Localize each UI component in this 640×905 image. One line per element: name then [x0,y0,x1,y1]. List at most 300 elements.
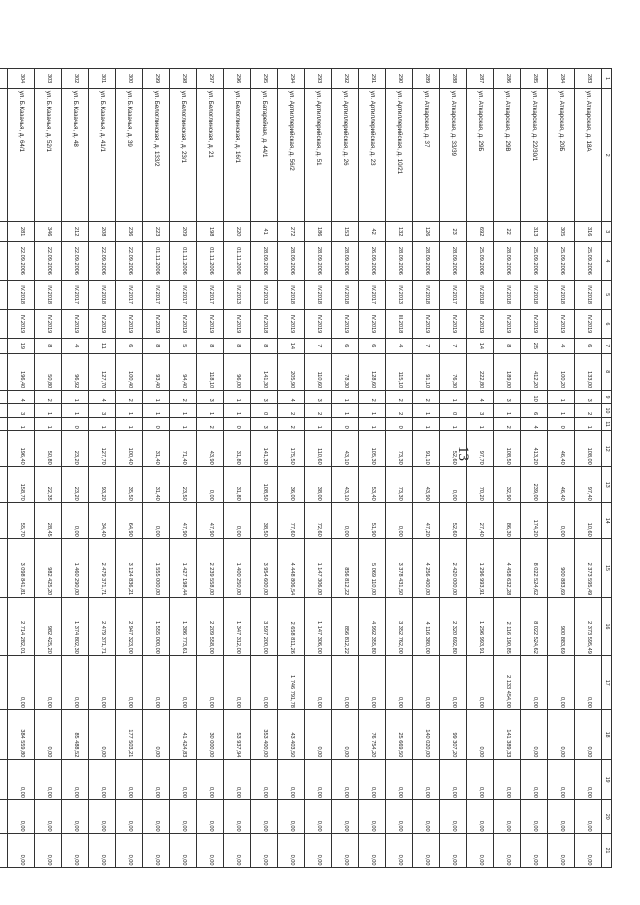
table-cell: 0,00 [251,656,278,710]
table-cell: IV.2019 [305,309,332,338]
table-cell: 70,20 [467,467,494,503]
table-cell: 0,00 [575,834,602,868]
table-cell: 294 [278,69,305,89]
column-number: 6 [602,309,612,338]
table-cell: IV.2018 [548,280,575,309]
table-cell: IV.2017 [116,280,143,309]
table-cell: 0,00 [467,834,494,868]
table-cell: 346 [35,222,62,242]
table-cell: 1 [413,404,440,418]
table-cell: 64,90 [116,503,143,539]
table-cell: 0,00 [170,759,197,800]
table-cell: 0,00 [386,656,413,710]
table-cell: 43 403,50 [278,710,305,760]
table-cell: 30 000,00 [197,710,224,760]
table-cell: 0,00 [251,834,278,868]
table-cell: 239,00 [521,467,548,503]
table-cell: 1 [224,390,251,404]
table-cell: 1 [143,390,170,404]
table-cell: 1 [116,417,143,431]
table-row [278,69,305,868]
table-cell: 8 [224,339,251,354]
table-cell: 50,80 [35,353,62,390]
table-row [89,69,116,868]
table-cell: 96,92 [62,353,89,390]
table-cell: 0,00 [251,800,278,834]
table-cell: 0,00 [440,834,467,868]
table-cell: 1 400 250,00 [224,539,251,598]
table-cell: 236 [116,222,143,242]
table-cell: 299 [143,69,170,89]
column-number: 2 [602,89,612,222]
address-cell: ул. Белоглинская, д. 133/2 [143,89,170,222]
table-cell: 223 [143,222,170,242]
address-cell: ул. Артиллерийская, д. 10/21 [386,89,413,222]
table-cell: 0,00 [332,759,359,800]
table-cell: 141,30 [251,353,278,390]
table-cell: 8 [251,339,278,354]
table-row [143,69,170,868]
table-cell: 97,40 [575,467,602,503]
table-cell: 0,00 [143,656,170,710]
column-number: 4 [602,242,612,280]
table-cell: 28.09.2006 [278,242,305,280]
table-container [18,68,612,868]
table-cell: 0,00 [359,656,386,710]
table-cell: 76 754,20 [359,710,386,760]
table-row [197,69,224,868]
column-number: 21 [602,834,612,868]
table-cell [0,597,8,656]
table-cell: 100,40 [116,353,143,390]
table-cell: 47,20 [413,503,440,539]
table-cell: 8 [494,339,521,354]
address-cell: ул. Аткарская, д. 33/39 [440,89,467,222]
table-cell: 3 098 841,81 [8,539,35,598]
table-cell: 2 714 282,01 [8,597,35,656]
table-cell: 0,00 [413,834,440,868]
table-cell: 0,00 [224,759,251,800]
address-cell: ул. Артиллерийская, д. 51 [305,89,332,222]
table-cell: 141,30 [251,431,278,467]
table-row [359,69,386,868]
table-cell: 2 479 371,71 [89,597,116,656]
table-cell: 0,00 [575,710,602,760]
table-cell: IV.2018 [251,309,278,338]
table-cell: 72,60 [305,503,332,539]
table-cell: 4 256 400,00 [413,539,440,598]
table-cell: IV.2018 [278,280,305,309]
table-cell: 2 [170,390,197,404]
table-cell: IV.2019 [467,309,494,338]
table-cell: 0,00 [224,834,251,868]
table-cell: 0,00 [143,503,170,539]
table-cell: 43,90 [197,431,224,467]
table-cell: 1 [548,390,575,404]
table-cell: 118,10 [197,353,224,390]
table-cell: 6 [359,339,386,354]
table-cell: 0,00 [440,467,467,503]
table-cell: 0,00 [170,656,197,710]
table-cell: 0,00 [224,656,251,710]
table-cell [0,339,8,354]
table-cell: 108,50 [251,467,278,503]
table-cell: 0,00 [359,800,386,834]
table-cell: 0,00 [278,759,305,800]
table-cell: 78,30 [332,353,359,390]
table-cell: 0,00 [521,800,548,834]
table-cell: 4 [278,390,305,404]
table-cell: 128,60 [359,353,386,390]
table-cell: 0,00 [8,759,35,800]
table-cell: 0,00 [467,759,494,800]
table-cell: 177 503,21 [116,710,143,760]
table-cell: 1 296 993,91 [467,539,494,598]
table-cell: 0,00 [305,800,332,834]
table-cell: 413,20 [521,431,548,467]
table-cell: 7 [305,339,332,354]
table-cell: 0,00 [413,656,440,710]
table-cell: IV.2017 [62,280,89,309]
table-cell: 10,60 [575,503,602,539]
table-cell: 2 239 558,00 [197,539,224,598]
column-number: 20 [602,800,612,834]
table-cell: IV.2019 [224,309,251,338]
table-cell: IV.2019 [332,309,359,338]
table-cell: 23,20 [62,467,89,503]
table-cell: 288 [440,69,467,89]
table-cell: 38,00 [305,467,332,503]
table-row [386,69,413,868]
table-cell: 0,00 [440,759,467,800]
table-cell: 25 669,50 [386,710,413,760]
table-cell: 4 448 806,54 [278,539,305,598]
table-cell: 1 [143,404,170,418]
table-cell: 110,60 [305,431,332,467]
table-cell [0,280,8,309]
table-cell: 2 [359,390,386,404]
table-cell: 0,00 [35,710,62,760]
table-cell: 1 [170,404,197,418]
table-cell: 31,40 [143,467,170,503]
table-cell: 1 427 198,44 [170,539,197,598]
table-cell: IV.2018 [575,280,602,309]
table-cell: IV.2018 [8,280,35,309]
column-number: 17 [602,656,612,710]
table-cell: 100,20 [548,353,575,390]
table-cell: 2 658 811,26 [278,597,305,656]
table-cell: 25.09.2006 [467,242,494,280]
column-number: 14 [602,503,612,539]
table-cell: 01.11.2006 [170,242,197,280]
table-cell: 0,00 [251,759,278,800]
table-cell: 31,80 [224,467,251,503]
table-cell: 2 116 190,85 [494,597,521,656]
table-cell: 301 [89,69,116,89]
table-cell: 4 [62,339,89,354]
table-cell: 43,90 [413,467,440,503]
table-cell: 290 [386,69,413,89]
table-cell: 2 209 558,00 [197,597,224,656]
table-cell: 0,00 [386,759,413,800]
table-cell: 298 [170,69,197,89]
table-cell [0,834,8,868]
address-cell: ул. Артиллерийская, д. 26 [332,89,359,222]
table-cell: 1 555 000,00 [143,597,170,656]
table-cell: 0,00 [8,800,35,834]
table-cell [0,800,8,834]
table-cell: 4 992 355,80 [359,597,386,656]
table-cell: IV.2019 [494,309,521,338]
address-cell: ул. Б.Казачья, д. 41/1 [89,89,116,222]
table-cell: 28.09.2006 [494,242,521,280]
table-cell [0,309,8,338]
table-cell: 289 [413,69,440,89]
table-row [224,69,251,868]
table-cell: 982 425,20 [35,597,62,656]
table-cell: 41 424,83 [170,710,197,760]
column-number: 16 [602,597,612,656]
table-cell: 1 374 802,30 [62,597,89,656]
table-cell: 0,00 [332,710,359,760]
table-cell: 53 937,94 [224,710,251,760]
table-cell: 71,40 [170,431,197,467]
table-cell: 0,00 [521,834,548,868]
table-cell: 46,40 [548,431,575,467]
table-cell: 3 352 762,00 [386,597,413,656]
table-cell: 2 [35,390,62,404]
table-cell: 2 [116,390,143,404]
table-cell: IV.2019 [413,309,440,338]
table-cell: 8 022 524,62 [521,539,548,598]
table-cell: 105,30 [359,431,386,467]
table-cell: 6 [332,339,359,354]
table-cell: IV.2019 [35,309,62,338]
table-cell: 6 [575,339,602,354]
address-cell: ул. Б.Казачья, д. 64/1 [8,89,35,222]
table-cell: IV.2018 [332,280,359,309]
table-cell: 0,00 [494,800,521,834]
table-cell: 0,00 [8,656,35,710]
table-cell: 220 [224,222,251,242]
table-cell: IV.2018 [494,280,521,309]
table-cell: 2 373 595,49 [575,597,602,656]
column-number: 19 [602,759,612,800]
table-cell: 0,00 [62,656,89,710]
table-cell: 2 [413,390,440,404]
table-cell: 1 [197,404,224,418]
address-cell: ул. Белоглинская, д. 16/1 [224,89,251,222]
table-cell: 0,00 [116,656,143,710]
table-cell: 2 [386,390,413,404]
table-cell: 115,10 [386,353,413,390]
table-cell: 108,00 [575,431,602,467]
column-number: 5 [602,280,612,309]
table-cell: 3 597 200,00 [251,597,278,656]
table-cell: 0,00 [467,710,494,760]
table-cell: 3 [494,390,521,404]
table-cell: 73,30 [386,431,413,467]
table-cell [0,503,8,539]
table-cell: 0,00 [332,800,359,834]
table-cell: 0 [386,417,413,431]
table-cell: 1 [62,404,89,418]
table-cell: 0,00 [305,759,332,800]
table-cell: 11 [89,339,116,354]
table-row [305,69,332,868]
address-cell: ул. Белоглинская, д. 23/1 [170,89,197,222]
table-cell: 0,00 [35,834,62,868]
address-cell [0,89,8,222]
table-cell: IV.2019 [89,309,116,338]
table-cell: 1 [548,404,575,418]
table-cell: 0,00 [305,710,332,760]
table-cell: 36,00 [278,467,305,503]
table-cell: 127,70 [89,431,116,467]
table-row [521,69,548,868]
table-cell: 31,80 [224,431,251,467]
table-cell: 0 [548,417,575,431]
table-cell: 3 [467,404,494,418]
table-cell: 0,00 [116,834,143,868]
table-cell: 25.09.2006 [575,242,602,280]
table-cell: 0,00 [575,800,602,834]
table-cell: 41 [251,222,278,242]
table-cell: 27,40 [467,503,494,539]
table-cell: 22.09.2006 [62,242,89,280]
table-cell: 86,30 [494,503,521,539]
column-number: 9 [602,390,612,404]
table-cell: 1 296 993,91 [467,597,494,656]
table-cell: 51,90 [359,503,386,539]
table-cell: IV.2019 [359,309,386,338]
table-cell: IV.2019 [197,309,224,338]
table-cell: 97,70 [467,431,494,467]
table-cell: 353 400,00 [251,710,278,760]
table-cell: 0,00 [197,834,224,868]
table-cell: 2 [494,417,521,431]
table-cell: IV.2019 [170,309,197,338]
table-cell: 1 347 312,00 [224,597,251,656]
table-cell: 1 [224,404,251,418]
table-cell: IV.2018 [521,280,548,309]
table-cell: 1 [332,404,359,418]
table-cell: 272 [278,222,305,242]
table-cell: 313 [521,222,548,242]
table-cell: 2 373 595,49 [575,539,602,598]
table-cell [0,69,8,89]
table-cell: 0,00 [548,710,575,760]
table-cell: 0,00 [467,800,494,834]
table-cell: 0,00 [521,710,548,760]
table-cell: 0,00 [197,759,224,800]
table-cell: 77,60 [278,503,305,539]
table-cell: 47,90 [197,503,224,539]
table-cell: 1 555 000,00 [143,539,170,598]
table-cell: 52,60 [440,431,467,467]
table-cell: 856 812,22 [332,539,359,598]
table-cell: 2 [278,404,305,418]
table-cell: 0,00 [197,467,224,503]
table-cell: 8 [197,339,224,354]
table-cell: 304 [8,69,35,89]
table-cell: 23 [440,222,467,242]
address-cell: ул. Аткарская, д. 37 [413,89,440,222]
table-cell: 291 [359,69,386,89]
table-cell [0,353,8,390]
table-cell: 0,00 [359,834,386,868]
table-cell: 42 [359,222,386,242]
table-cell: 0 [62,417,89,431]
table-cell: 0,00 [359,759,386,800]
address-cell: ул. Артиллерийская, д. 56/2 [278,89,305,222]
table-cell: 0,00 [386,503,413,539]
table-cell: IV.2019 [575,309,602,338]
table-cell: 283 [575,69,602,89]
table-cell: 0,00 [62,759,89,800]
table-cell: 0,00 [548,503,575,539]
table-cell: 0 [332,417,359,431]
table-cell: 35,50 [116,467,143,503]
table-cell: 1 [89,417,116,431]
table-cell: 0,00 [548,834,575,868]
table-cell: 1 746 791,78 [278,656,305,710]
table-cell: IV.2019 [278,309,305,338]
table-cell: 28,45 [35,503,62,539]
table-cell: III.2018 [386,309,413,338]
table-cell: 0,00 [89,834,116,868]
table-cell: 0,00 [332,656,359,710]
table-cell: 0,00 [197,656,224,710]
table-cell: 2 [386,404,413,418]
table-cell: 126 [413,222,440,242]
table-cell: 73,30 [386,467,413,503]
table-cell: 0,00 [332,834,359,868]
table-cell: 284 [548,69,575,89]
table-cell: 1 [413,417,440,431]
table-header-row [602,69,612,868]
table-cell: 2 133 454,00 [494,656,521,710]
table-cell: 3 954 600,00 [251,539,278,598]
table-cell: 303 [35,69,62,89]
column-number: 18 [602,710,612,760]
table-cell: 175,50 [278,431,305,467]
table-cell: 300 [116,69,143,89]
table-cell: 0,00 [62,834,89,868]
table-cell: 153 [332,222,359,242]
table-cell: 302 [62,69,89,89]
table-cell: 0,00 [224,800,251,834]
table-cell: 108,50 [494,431,521,467]
table-cell: 23,50 [170,467,197,503]
table-cell: 0 [224,417,251,431]
column-number: 10 [602,404,612,418]
table-row [548,69,575,868]
table-cell: 0 [440,404,467,418]
table-cell: 28.09.2006 [332,242,359,280]
table-cell: 3 [251,390,278,404]
page-number: 13 [455,446,471,461]
table-cell: 91,10 [413,431,440,467]
table-cell: 5 [170,339,197,354]
table-cell: 8 [143,339,170,354]
table-cell: 85 488,52 [62,710,89,760]
table-cell: 25.09.2006 [548,242,575,280]
table-cell: 28.09.2006 [251,242,278,280]
table-cell: 2 [575,404,602,418]
table-cell: IV.2017 [197,280,224,309]
table-cell: 0,00 [35,759,62,800]
